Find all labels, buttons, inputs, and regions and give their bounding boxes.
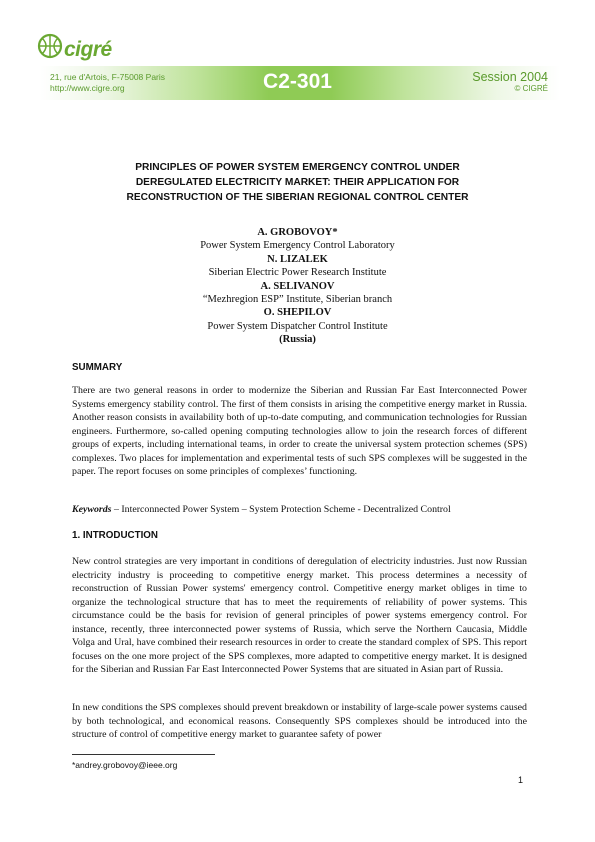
- footnote-divider: [72, 754, 215, 755]
- author-name: A. GROBOVOY*: [257, 227, 338, 238]
- footnote: *andrey.grobovoy@ieee.org: [72, 760, 178, 770]
- keywords-text: – Interconnected Power System – System Protection Scheme - Decentralized Control: [111, 504, 451, 515]
- author-country: (Russia): [279, 334, 316, 346]
- copyright-label: © CIGRÉ: [514, 84, 548, 93]
- website-link[interactable]: http://www.cigre.org: [50, 83, 125, 93]
- author-affiliation: “Mezhregion ESP” Institute, Siberian branch: [202, 294, 393, 306]
- introduction-paragraph: New control strategies are very important in conditions of deregulation of electricity industries. Just now Russian electricity industry is proceeding to competitive energy market. This process determines a necessity of reconstruction of Russian Power systems' emergency control. Competitive energy market obliges in time to organize the technological structure that has to meet the requirements of reliability of power systems. This circumstance could be the basis for revision of general principles of power systems emergency control. For instance, recently, three interconnected power systems of Russia, which serve the Northern Caucasia, Middle Volga and Ural, have combined their research resources in order to create the standard complex of SPS. This report focuses on the one more project of the SPS complexes, more adapted to competitive energy market. It is designed for the Siberian and Russian Far East Interconnected Power Systems that are situated in Asian part of Russia.: [72, 556, 527, 675]
- author-block: [60, 226, 535, 347]
- author-affiliation: Power System Emergency Control Laboratory: [200, 240, 395, 252]
- author-affiliation: Siberian Electric Power Research Institute: [208, 267, 387, 279]
- section-heading-introduction: 1. INTRODUCTION: [72, 530, 158, 541]
- summary-heading: SUMMARY: [72, 362, 123, 373]
- summary-text: There are two general reasons in order to modernize the Siberian and Russian Far East Interconnected Power Systems emergency stability control. The first of them consists in arising the competitive energy market in Russia. Another reason consists in availability both of up-to-date computing, and communication technologies for Russian engineers. Furthermore, so-called opening computing technologies allow to join the research forces of different groups of experts, including international teams, in order to create the universal system protection schemes (SPS) complexes. Two places for implementation and experimental tests of such SPS complexes will be suggested in the paper. The report focuses on some principles of complexes’ functioning.: [72, 385, 527, 477]
- paper-title: [60, 160, 535, 205]
- keywords-line: [72, 503, 527, 517]
- author-name: O. SHEPILOV: [263, 307, 332, 319]
- author-name: N. LIZALEK: [267, 253, 328, 265]
- author-name: A. SELIVANOV: [260, 280, 335, 292]
- introduction-paragraph: In new conditions the SPS complexes should prevent breakdown or instability of large-scale power systems caused by both technological, and economical reasons. Consequently SPS complexes should be introduced into the structure of control of competitive energy market to guarantee safety of power: [72, 702, 527, 740]
- keywords-label: Keywords: [72, 504, 112, 515]
- title-line: DEREGULATED ELECTRICITY MARKET: THEIR APPLICATION FOR: [135, 177, 460, 188]
- title-line: RECONSTRUCTION OF THE SIBERIAN REGIONAL CONTROL CENTER: [126, 192, 469, 203]
- author-affiliation: Power System Dispatcher Control Institute: [207, 320, 388, 332]
- session-info: [472, 70, 548, 94]
- logo-wordmark: cigré: [64, 38, 112, 61]
- paper-id: C2-301: [263, 70, 332, 93]
- title-line: PRINCIPLES OF POWER SYSTEM EMERGENCY CONTROL UNDER: [135, 162, 460, 173]
- address-line: 21, rue d'Artois, F-75008 Paris: [50, 72, 166, 82]
- session-label: Session 2004: [472, 70, 548, 84]
- page-number: 1: [517, 775, 523, 785]
